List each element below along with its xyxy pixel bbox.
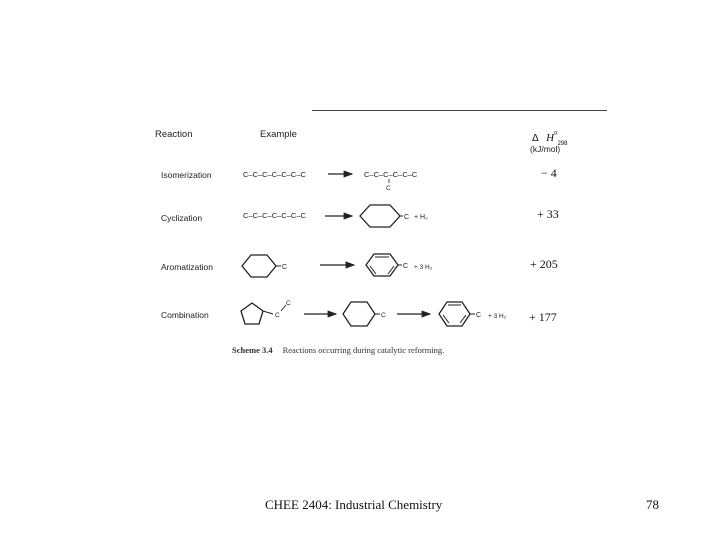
cyclohexane-ring <box>360 205 400 227</box>
caption-text: Reactions occurring during catalytic reforming. <box>282 345 445 355</box>
dh-combination: + 177 <box>529 310 557 324</box>
cyclization-product-sub: C <box>404 214 410 221</box>
footer-course-title: CHEE 2404: Industrial Chemistry <box>265 497 443 512</box>
aromatization-reactant-sub: C <box>282 264 288 271</box>
isomerization-reactant: C–C–C–C–C–C–C <box>243 170 306 179</box>
delta-symbol: Δ <box>532 133 539 144</box>
header-dh-unit: (kJ/mol) <box>530 144 561 154</box>
caption-label: Scheme 3.4 <box>232 345 273 355</box>
cyclohexane-ring <box>343 302 375 326</box>
header-example: Example <box>260 129 297 140</box>
isomerization-branch: C <box>386 185 391 192</box>
combination-reactant-sub-b: C <box>286 300 291 307</box>
isomerization-product: C–C–C–C–C–C <box>364 170 418 179</box>
enthalpy-symbol: H <box>546 132 555 144</box>
reaction-name-aromatization: Aromatization <box>161 262 213 272</box>
scheme-caption <box>232 345 444 355</box>
combination-intermediate-sub: C <box>381 312 386 319</box>
combination-product-sub: C <box>476 312 482 319</box>
reaction-name-combination: Combination <box>161 310 209 320</box>
page-number: 78 <box>646 497 659 512</box>
substituent-bond <box>263 311 273 314</box>
aromatization-product-sub: C <box>403 263 409 270</box>
cyclohexane-ring <box>242 255 276 277</box>
reaction-name-isomerization: Isomerization <box>161 170 212 180</box>
cyclization-byproduct: + H₂ <box>414 214 428 221</box>
dh-isomerization: − 4 <box>541 166 557 180</box>
cyclopentane-ring <box>241 303 263 324</box>
combination-byproduct: + 3 H₂ <box>488 313 507 320</box>
dh-cyclization: + 33 <box>537 207 559 221</box>
enthalpy-subscript: 298 <box>557 141 568 148</box>
combination-reactant-sub-a: C <box>275 312 280 319</box>
header-reaction: Reaction <box>155 129 193 140</box>
cyclization-reactant: C–C–C–C–C–C–C <box>243 211 306 220</box>
aromatization-byproduct: + 3 H₂ <box>414 264 433 271</box>
dh-aromatization: + 205 <box>530 257 558 271</box>
benzene-ring <box>439 302 470 326</box>
reaction-name-cyclization: Cyclization <box>161 213 203 223</box>
enthalpy-superscript: o <box>554 130 558 137</box>
